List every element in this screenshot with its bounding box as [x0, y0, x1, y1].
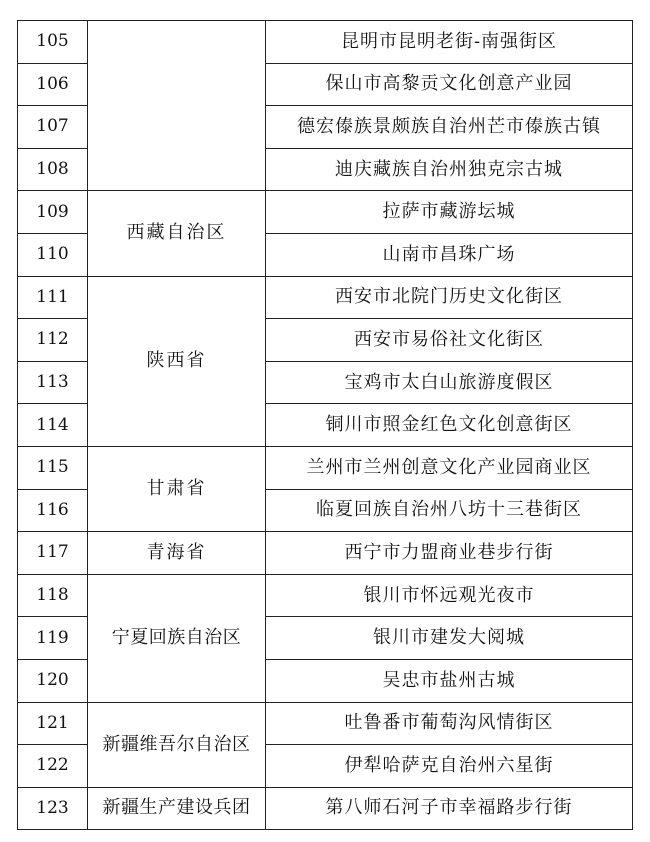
district-name: 西安市北院门历史文化街区: [266, 276, 633, 319]
table-row: [18, 532, 633, 575]
province-cell: 甘肃省: [88, 446, 266, 531]
row-number: 107: [18, 106, 88, 149]
row-number: 109: [18, 191, 88, 234]
district-name: 吐鲁番市葡萄沟风情街区: [266, 702, 633, 745]
row-number: 108: [18, 148, 88, 191]
table-row: [18, 574, 633, 617]
row-number: 111: [18, 276, 88, 319]
district-name: 第八师石河子市幸福路步行街: [266, 787, 633, 830]
row-number: 113: [18, 361, 88, 404]
district-list-table: [17, 20, 633, 830]
district-name: 拉萨市藏游坛城: [266, 191, 633, 234]
table-row: [18, 21, 633, 64]
district-name: 德宏傣族景颇族自治州芒市傣族古镇: [266, 106, 633, 149]
table-row: [18, 702, 633, 745]
province-cell: 西藏自治区: [88, 191, 266, 276]
district-name: 银川市怀远观光夜市: [266, 574, 633, 617]
row-number: 123: [18, 787, 88, 830]
district-name: 西安市易俗社文化街区: [266, 319, 633, 362]
table-body: [18, 21, 633, 830]
district-name: 银川市建发大阅城: [266, 617, 633, 660]
province-cell: 青海省: [88, 532, 266, 575]
table-row: [18, 787, 633, 830]
district-name: 昆明市昆明老街-南强街区: [266, 21, 633, 64]
district-name: 铜川市照金红色文化创意街区: [266, 404, 633, 447]
district-name: 山南市昌珠广场: [266, 233, 633, 276]
province-cell: 新疆生产建设兵团: [88, 787, 266, 830]
row-number: 122: [18, 745, 88, 788]
district-name: 西宁市力盟商业巷步行街: [266, 532, 633, 575]
row-number: 112: [18, 319, 88, 362]
province-cell: [88, 21, 266, 191]
district-name: 伊犁哈萨克自治州六星街: [266, 745, 633, 788]
row-number: 117: [18, 532, 88, 575]
table-row: [18, 191, 633, 234]
district-name: 宝鸡市太白山旅游度假区: [266, 361, 633, 404]
district-name: 保山市高黎贡文化创意产业园: [266, 63, 633, 106]
table-row: [18, 446, 633, 489]
row-number: 120: [18, 659, 88, 702]
row-number: 116: [18, 489, 88, 532]
row-number: 106: [18, 63, 88, 106]
row-number: 119: [18, 617, 88, 660]
province-cell: 新疆维吾尔自治区: [88, 702, 266, 787]
district-name: 吴忠市盐州古城: [266, 659, 633, 702]
province-cell: 宁夏回族自治区: [88, 574, 266, 702]
table-row: [18, 276, 633, 319]
row-number: 118: [18, 574, 88, 617]
row-number: 110: [18, 233, 88, 276]
district-name: 兰州市兰州创意文化产业园商业区: [266, 446, 633, 489]
row-number: 114: [18, 404, 88, 447]
district-name: 迪庆藏族自治州独克宗古城: [266, 148, 633, 191]
province-cell: 陕西省: [88, 276, 266, 446]
row-number: 115: [18, 446, 88, 489]
row-number: 121: [18, 702, 88, 745]
district-name: 临夏回族自治州八坊十三巷街区: [266, 489, 633, 532]
row-number: 105: [18, 21, 88, 64]
